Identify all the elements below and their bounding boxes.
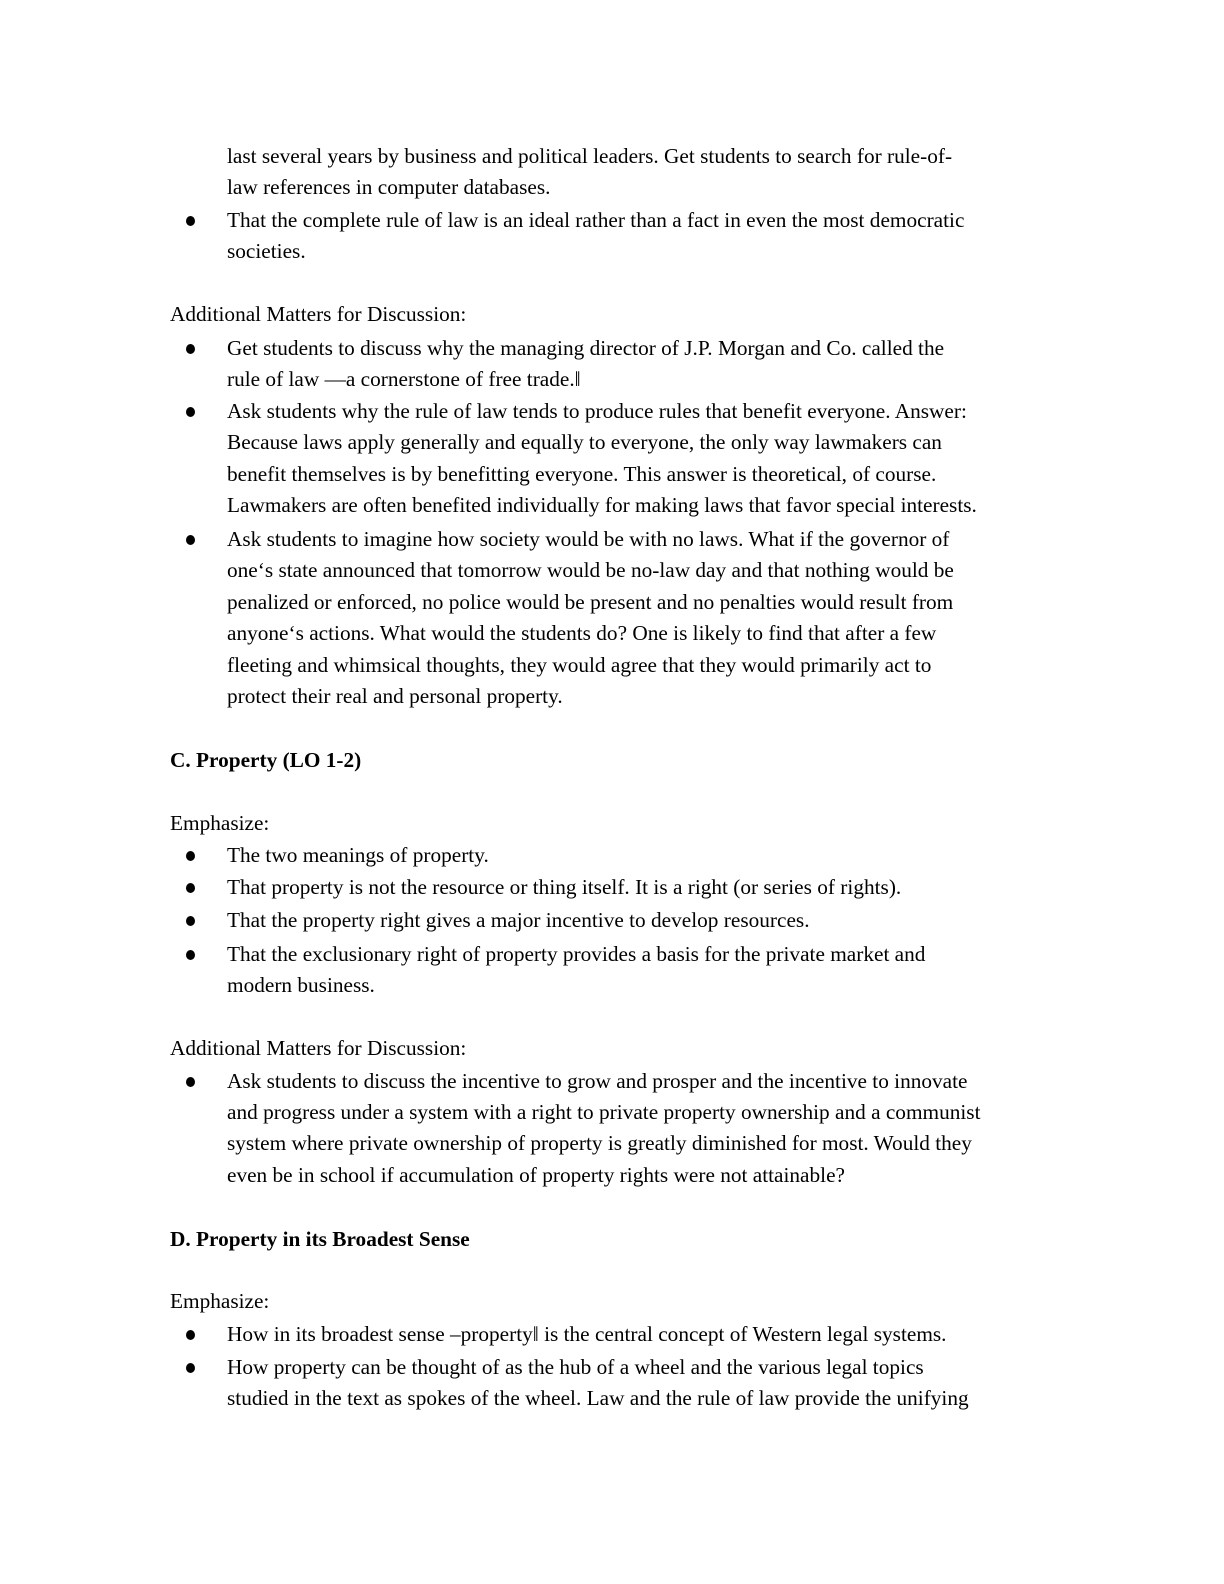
list-item-line: even be in school if accumulation of property rights were not attainable? [227, 1163, 845, 1187]
list-item-line: Ask students to discuss the incentive to grow and prosper and the incentive to innovate [227, 1069, 968, 1093]
paragraph-line: last several years by business and political leaders. Get students to search for rule-of- [227, 144, 953, 168]
list-item-line: That property is not the resource or thing itself. It is a right (or series of rights). [227, 875, 902, 899]
list-item-line: anyone‘s actions. What would the students do? One is likely to find that after a few [227, 621, 937, 645]
discussion-label: Additional Matters for Discussion: [170, 302, 467, 326]
list-item-line: studied in the text as spokes of the wheel. Law and the rule of law provide the unifying [227, 1386, 969, 1410]
bullet-icon [186, 1077, 195, 1087]
list-item-line: How property can be thought of as the hub of a wheel and the various legal topics [227, 1355, 924, 1379]
bullet-icon [186, 535, 195, 545]
list-item-line: Lawmakers are often benefited individually for making laws that favor special interests. [227, 493, 977, 517]
emphasize-label: Emphasize: [170, 811, 270, 835]
bullet-icon [186, 950, 195, 960]
emphasize-label: Emphasize: [170, 1289, 270, 1313]
list-item-line: That the exclusionary right of property provides a basis for the private market and [227, 942, 926, 966]
list-item-line: penalized or enforced, no police would be present and no penalties would result from [227, 590, 954, 614]
bullet-icon [186, 216, 195, 226]
bullet-icon [186, 407, 195, 417]
list-item-line: modern business. [227, 973, 375, 997]
list-item-line: fleeting and whimsical thoughts, they would agree that they would primarily act to [227, 653, 932, 677]
bullet-icon [186, 344, 195, 354]
list-item-line: system where private ownership of property is greatly diminished for most. Would they [227, 1131, 972, 1155]
list-item-line: Ask students why the rule of law tends to produce rules that benefit everyone. Answer: [227, 399, 967, 423]
list-item-line: How in its broadest sense –property‖ is the central concept of Western legal systems. [227, 1322, 947, 1346]
list-item-line: That the complete rule of law is an ideal rather than a fact in even the most democratic [227, 208, 965, 232]
paragraph-line: law references in computer databases. [227, 175, 551, 199]
list-item-line: Ask students to imagine how society would be with no laws. What if the governor of [227, 527, 950, 551]
section-heading: D. Property in its Broadest Sense [170, 1227, 470, 1251]
list-item-line: That the property right gives a major incentive to develop resources. [227, 908, 810, 932]
list-item-line: rule of law —a cornerstone of free trade.‖ [227, 367, 581, 391]
discussion-label: Additional Matters for Discussion: [170, 1036, 467, 1060]
bullet-icon [186, 883, 195, 893]
list-item-line: protect their real and personal property. [227, 684, 563, 708]
bullet-icon [186, 1363, 195, 1373]
list-item-line: one‘s state announced that tomorrow would be no-law day and that nothing would be [227, 558, 954, 582]
section-heading: C. Property (LO 1-2) [170, 748, 362, 772]
bullet-icon [186, 916, 195, 926]
list-item-line: Because laws apply generally and equally to everyone, the only way lawmakers can [227, 430, 942, 454]
list-item-line: and progress under a system with a right to private property ownership and a communist [227, 1100, 981, 1124]
list-item-line: The two meanings of property. [227, 843, 489, 867]
list-item-line: Get students to discuss why the managing director of J.P. Morgan and Co. called the [227, 336, 945, 360]
list-item-line: societies. [227, 239, 306, 263]
bullet-icon [186, 1330, 195, 1340]
bullet-icon [186, 851, 195, 861]
list-item-line: benefit themselves is by benefitting everyone. This answer is theoretical, of course. [227, 462, 937, 486]
